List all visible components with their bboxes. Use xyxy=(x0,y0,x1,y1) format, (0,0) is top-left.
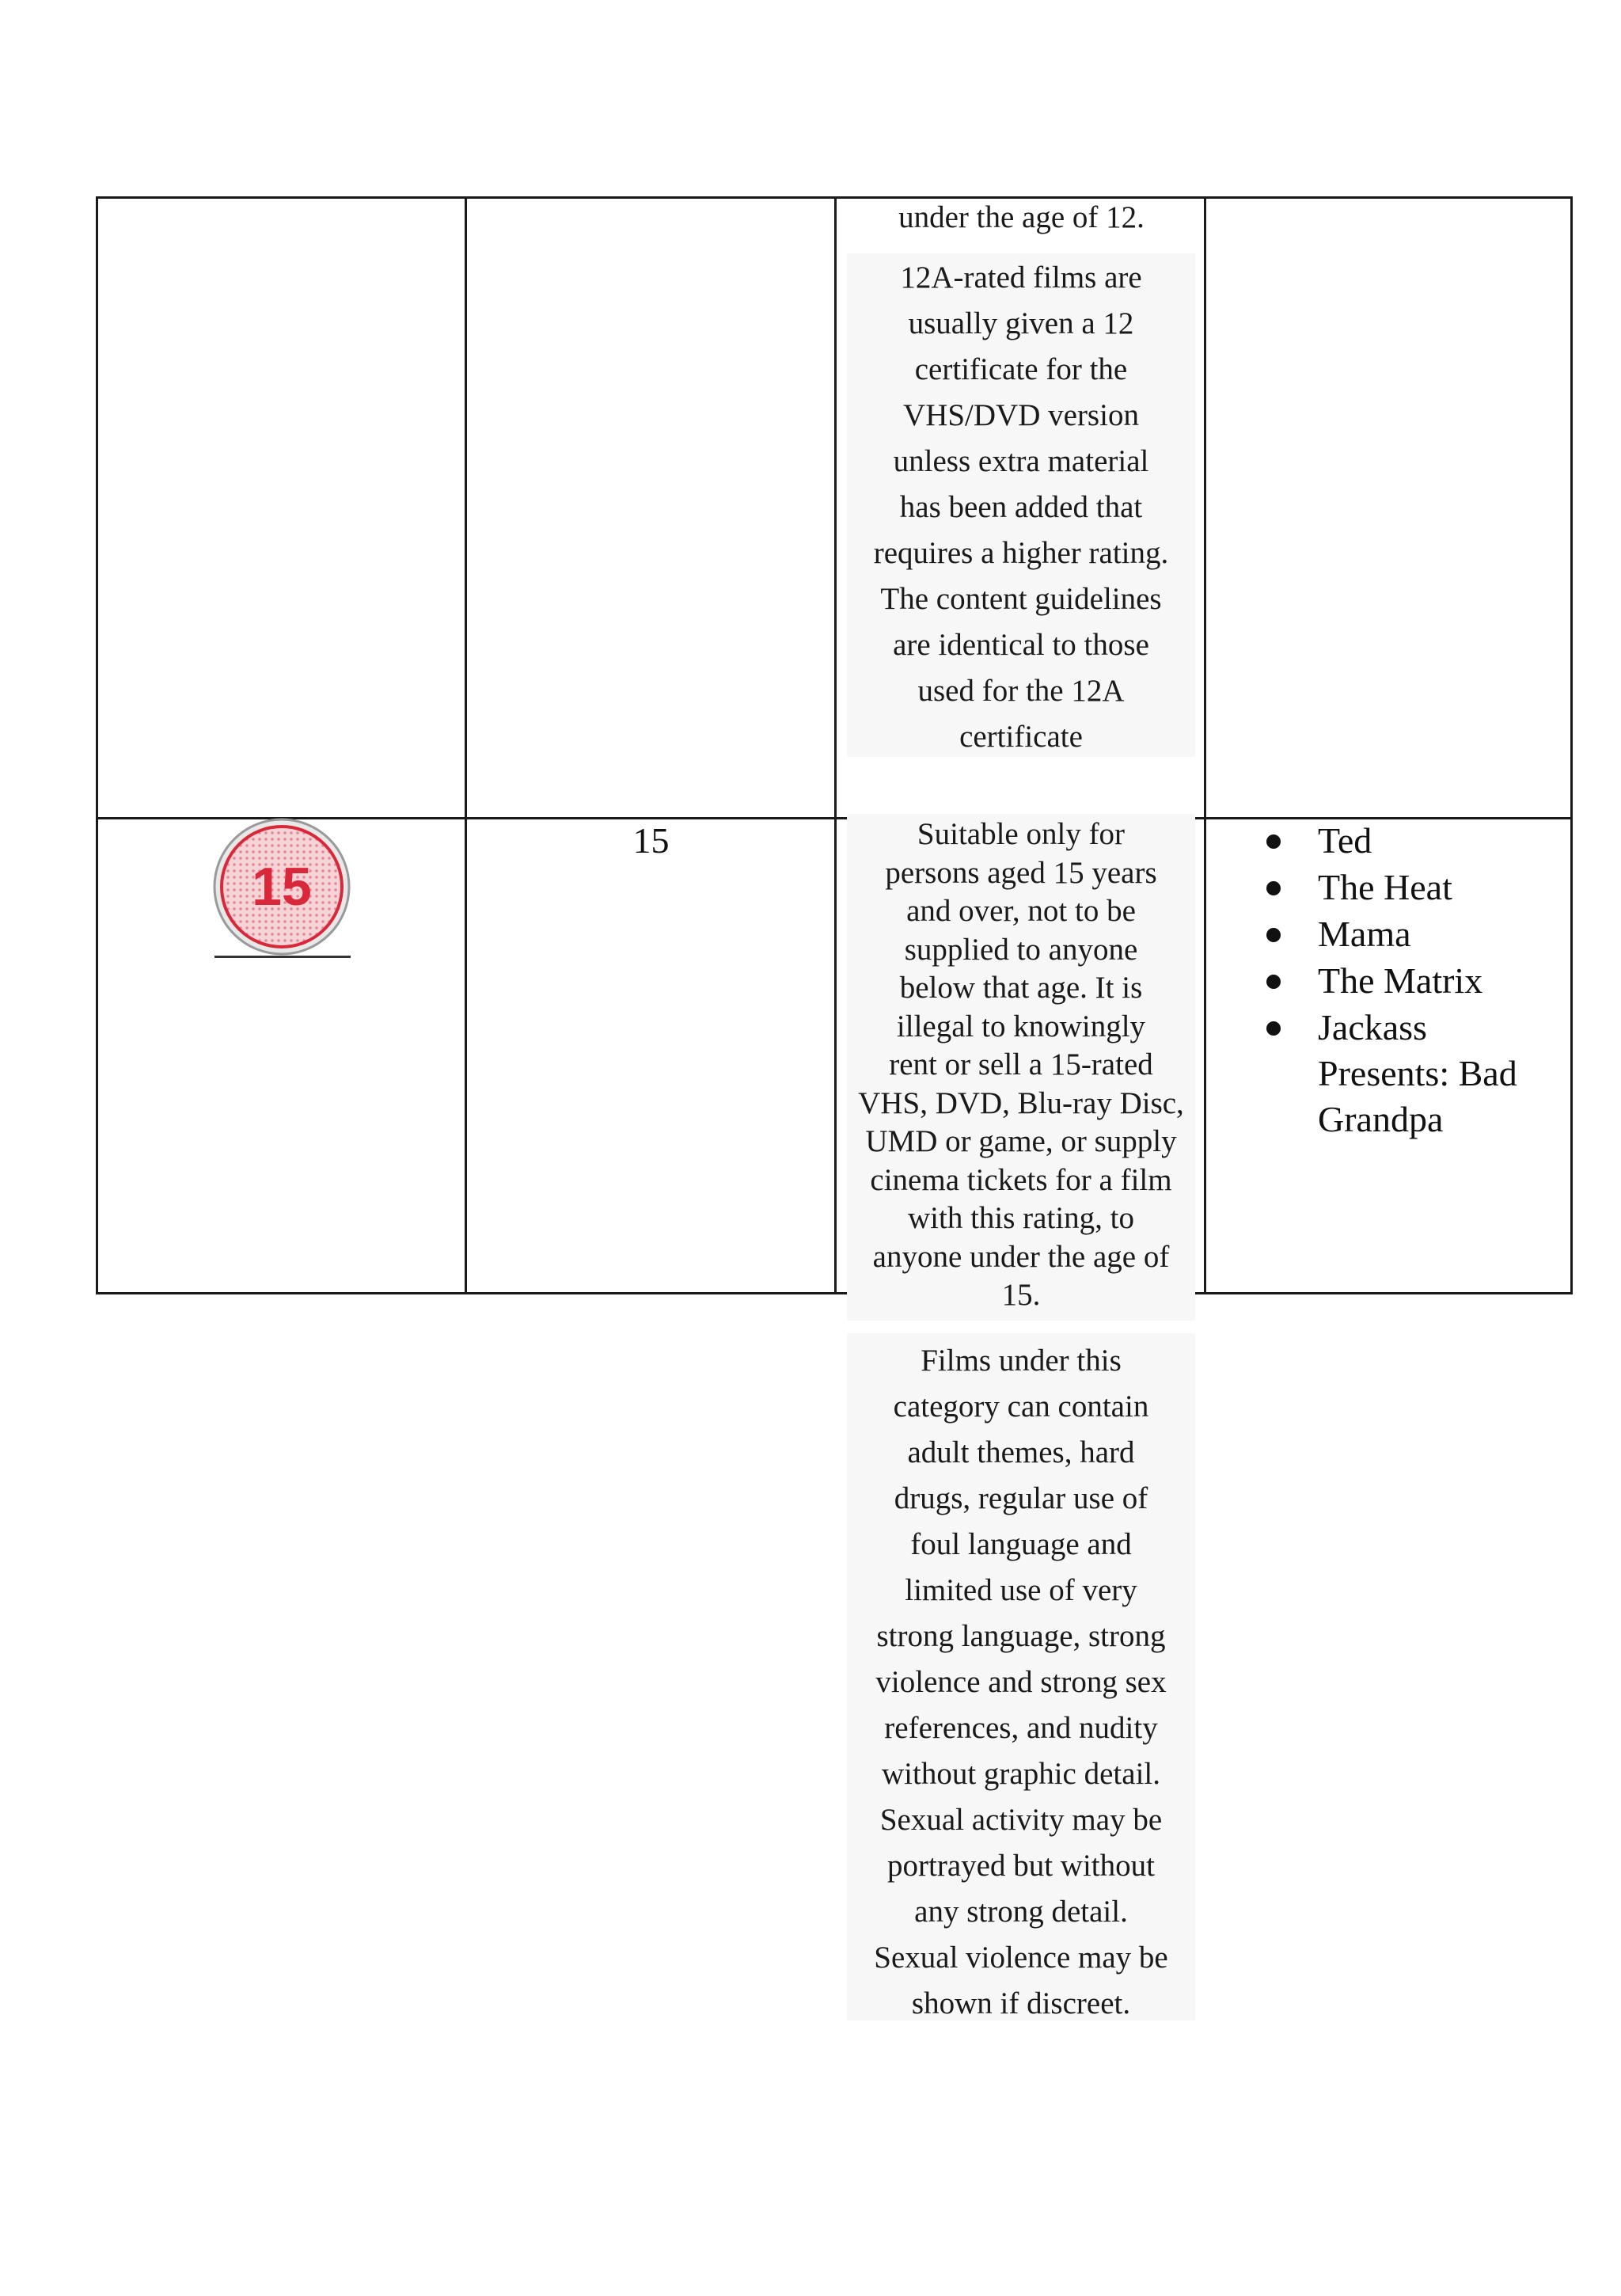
content-note-15: Films under this category can contain adult themes, hard drugs, regular use of foul language and limited use of very strong language, strong violence and strong sex references, and nudity without graphic detail. Sexual activity may be portrayed but without any strong detail. Sexual violence may be shown if discreet. xyxy=(874,1344,1168,2020)
list-item xyxy=(1266,911,1559,957)
badge-graphic xyxy=(212,817,351,956)
film-title: Mama xyxy=(1318,914,1411,954)
description-continuation: under the age of 12. xyxy=(898,200,1145,234)
bullet-icon xyxy=(1266,1021,1281,1036)
rating-value: 15 xyxy=(632,820,670,861)
badge-underline xyxy=(214,956,351,958)
example-films-list xyxy=(1266,818,1559,1143)
bullet-icon xyxy=(1266,975,1281,989)
column-divider xyxy=(834,196,837,1294)
film-title: Jackass Presents: Bad Grandpa xyxy=(1318,1007,1517,1139)
bullet-icon xyxy=(1266,928,1281,942)
rating-description-15: Suitable only for persons aged 15 years and over, not to be supplied to anyone below that age. It is illegal to knowingly rent or sell a 15-rated VHS, DVD, Blu-ray Disc, UMD or game, or supply cinema tickets for a film with this rating, to anyone under the age of 15. xyxy=(858,817,1184,1312)
badge-label: 15 xyxy=(252,857,312,917)
film-title: Ted xyxy=(1318,820,1372,861)
list-item xyxy=(1266,958,1559,1004)
list-item xyxy=(1266,818,1559,864)
bbfc-15-rating-icon xyxy=(212,817,351,960)
film-title: The Matrix xyxy=(1318,960,1483,1001)
column-divider xyxy=(1204,196,1206,1294)
column-divider xyxy=(465,196,467,1294)
list-item xyxy=(1266,865,1559,910)
content-note-12a: 12A-rated films are usually given a 12 certificate for the VHS/DVD version unless extra material has been added that requires a higher rating. The content guidelines are identical to those used for the 12A certificate xyxy=(873,260,1169,754)
film-title: The Heat xyxy=(1318,867,1452,907)
list-item xyxy=(1266,1005,1559,1142)
bullet-icon xyxy=(1266,834,1281,849)
bullet-icon xyxy=(1266,881,1281,895)
